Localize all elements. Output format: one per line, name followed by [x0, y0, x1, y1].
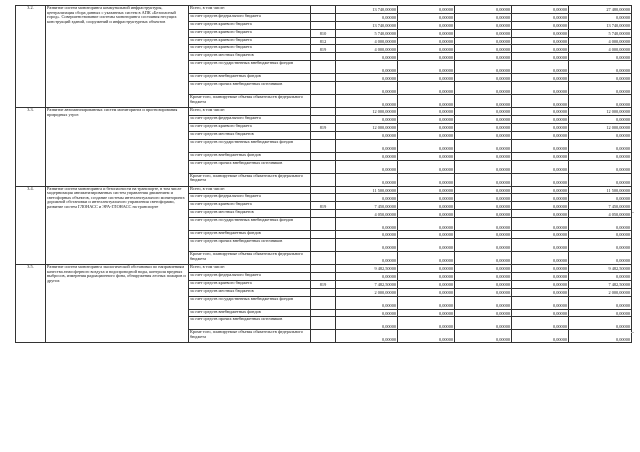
amount-cell: 0,00000: [512, 29, 569, 37]
funding-source: за счет средств краевого бюджета: [189, 29, 311, 37]
amount-cell: 0,00000: [455, 160, 512, 173]
amount-cell: 0,00000: [455, 74, 512, 82]
amount-cell: 0,00000: [398, 37, 455, 45]
amount-cell: 0,00000: [398, 160, 455, 173]
amount-cell: 0,00000: [512, 6, 569, 14]
amount-cell: 0,00000: [336, 95, 398, 108]
total-amount: 7 450,00000: [569, 202, 632, 210]
budget-code: [311, 61, 336, 74]
funding-source: за счет средств краевого бюджета: [189, 21, 311, 29]
amount-cell: 0,00000: [455, 152, 512, 160]
budget-code: [311, 21, 336, 29]
amount-cell: 0,00000: [512, 82, 569, 95]
amount-cell: 0,00000: [336, 131, 398, 139]
amount-cell: 0,00000: [336, 53, 398, 61]
amount-cell: 0,00000: [455, 296, 512, 309]
total-amount: 9 482,50000: [569, 265, 632, 273]
funding-source: за счет средств внебюджетных фондов: [189, 309, 311, 317]
amount-cell: 0,00000: [398, 45, 455, 53]
amount-cell: 0,00000: [512, 330, 569, 343]
amount-cell: 0,00000: [512, 288, 569, 296]
amount-cell: 0,00000: [512, 123, 569, 131]
amount-cell: 0,00000: [398, 108, 455, 116]
funding-source: Кроме того, планируемые объемы обязательств федерального бюджета: [189, 252, 311, 265]
funding-source: за счет средств федерального бюджета: [189, 13, 311, 21]
budget-code: [311, 296, 336, 309]
amount-cell: 0,00000: [512, 218, 569, 231]
funding-source: за счет средств федерального бюджета: [189, 272, 311, 280]
amount-cell: 0,00000: [398, 74, 455, 82]
funding-source: Всего, в том числе:: [189, 265, 311, 273]
amount-cell: 0,00000: [336, 239, 398, 252]
budget-code: 819: [311, 45, 336, 53]
amount-cell: 0,00000: [398, 272, 455, 280]
amount-cell: 0,00000: [512, 272, 569, 280]
amount-cell: 0,00000: [398, 95, 455, 108]
amount-cell: 0,00000: [336, 13, 398, 21]
budget-code: 812: [311, 37, 336, 45]
total-amount: 2 000,00000: [569, 288, 632, 296]
amount-cell: 0,00000: [455, 218, 512, 231]
table-row: [16, 265, 632, 273]
budget-code: 819: [311, 280, 336, 288]
amount-cell: 0,00000: [512, 53, 569, 61]
amount-cell: 0,00000: [398, 61, 455, 74]
amount-cell: 0,00000: [398, 252, 455, 265]
amount-cell: 0,00000: [398, 123, 455, 131]
amount-cell: 0,00000: [512, 280, 569, 288]
amount-cell: 0,00000: [512, 160, 569, 173]
amount-cell: 0,00000: [455, 330, 512, 343]
total-amount: 0,00000: [569, 116, 632, 124]
budget-code: [311, 173, 336, 186]
funding-source: за счет средств краевого бюджета: [189, 45, 311, 53]
total-amount: 13 740,00000: [569, 21, 632, 29]
amount-cell: 0,00000: [398, 131, 455, 139]
total-amount: 11 500,00000: [569, 186, 632, 194]
scan-mark: [631, 332, 634, 333]
amount-cell: 0,00000: [512, 45, 569, 53]
amount-cell: 12 000,00000: [336, 123, 398, 131]
amount-cell: 0,00000: [336, 272, 398, 280]
amount-cell: 0,00000: [455, 53, 512, 61]
amount-cell: 5 740,00000: [336, 29, 398, 37]
funding-source: за счет средств местных бюджетов: [189, 210, 311, 218]
budget-code: [311, 139, 336, 152]
amount-cell: 0,00000: [336, 61, 398, 74]
section-number: 3.5.: [16, 265, 46, 343]
budget-code: [311, 252, 336, 265]
amount-cell: 0,00000: [455, 123, 512, 131]
amount-cell: 0,00000: [512, 152, 569, 160]
amount-cell: 0,00000: [336, 173, 398, 186]
measure-name: Развитие автоматизированных систем мониторинга и прогнозирования природных угроз: [46, 108, 189, 186]
amount-cell: 0,00000: [336, 231, 398, 239]
amount-cell: 0,00000: [455, 239, 512, 252]
amount-cell: 0,00000: [512, 231, 569, 239]
funding-source: за счет средств прочих внебюджетных источников: [189, 317, 311, 330]
amount-cell: 0,00000: [512, 21, 569, 29]
amount-cell: 0,00000: [398, 317, 455, 330]
amount-cell: 0,00000: [512, 210, 569, 218]
budget-code: [311, 152, 336, 160]
funding-source: Всего, в том числе:: [189, 6, 311, 14]
budget-code: 819: [311, 123, 336, 131]
amount-cell: 0,00000: [512, 13, 569, 21]
amount-cell: 0,00000: [455, 288, 512, 296]
funding-source: за счет средств внебюджетных фондов: [189, 152, 311, 160]
amount-cell: 0,00000: [455, 116, 512, 124]
amount-cell: 0,00000: [455, 108, 512, 116]
amount-cell: 0,00000: [512, 95, 569, 108]
table-row: [16, 186, 632, 194]
amount-cell: 0,00000: [512, 74, 569, 82]
budget-code: [311, 74, 336, 82]
amount-cell: 0,00000: [455, 202, 512, 210]
amount-cell: 0,00000: [398, 218, 455, 231]
amount-cell: 0,00000: [512, 265, 569, 273]
section-number: 3.4.: [16, 186, 46, 264]
scan-mark: [632, 212, 634, 213]
total-amount: 12 000,00000: [569, 123, 632, 131]
table-row: [16, 108, 632, 116]
amount-cell: 0,00000: [398, 152, 455, 160]
total-amount: 0,00000: [569, 74, 632, 82]
budget-code: [311, 218, 336, 231]
amount-cell: 0,00000: [398, 280, 455, 288]
budget-code: [311, 131, 336, 139]
budget-code: [311, 13, 336, 21]
amount-cell: 0,00000: [336, 116, 398, 124]
budget-code: [311, 239, 336, 252]
section-number: 3.2.: [16, 6, 46, 108]
total-amount: 0,00000: [569, 131, 632, 139]
amount-cell: 7 482,50000: [336, 280, 398, 288]
amount-cell: 0,00000: [455, 61, 512, 74]
amount-cell: 0,00000: [512, 108, 569, 116]
amount-cell: 0,00000: [398, 82, 455, 95]
amount-cell: 0,00000: [455, 272, 512, 280]
amount-cell: 0,00000: [512, 37, 569, 45]
measure-name: Развитие систем мониторинга коммунальной инфраструктуры, централизация сбора данных с указанных систем в АПК «Безопасный город». Совершенствование системы мониторинга состояния несущих конструкций зданий, сооружений и инфраструктурных объектов: [46, 6, 189, 108]
budget-code: [311, 53, 336, 61]
amount-cell: 0,00000: [398, 296, 455, 309]
amount-cell: 7 450,00000: [336, 202, 398, 210]
amount-cell: 0,00000: [455, 21, 512, 29]
total-amount: 0,00000: [569, 330, 632, 343]
amount-cell: 0,00000: [398, 53, 455, 61]
amount-cell: 0,00000: [336, 330, 398, 343]
total-amount: 0,00000: [569, 61, 632, 74]
amount-cell: 0,00000: [336, 139, 398, 152]
amount-cell: 11 500,00000: [336, 186, 398, 194]
amount-cell: 0,00000: [455, 139, 512, 152]
amount-cell: 0,00000: [455, 309, 512, 317]
funding-table: [15, 5, 632, 343]
amount-cell: 0,00000: [455, 45, 512, 53]
total-amount: 0,00000: [569, 309, 632, 317]
amount-cell: 0,00000: [512, 309, 569, 317]
total-amount: 0,00000: [569, 53, 632, 61]
amount-cell: 0,00000: [455, 210, 512, 218]
total-amount: 0,00000: [569, 152, 632, 160]
amount-cell: 0,00000: [455, 231, 512, 239]
budget-code: [311, 330, 336, 343]
amount-cell: 0,00000: [455, 6, 512, 14]
amount-cell: 2 000,00000: [336, 288, 398, 296]
total-amount: 0,00000: [569, 82, 632, 95]
amount-cell: 0,00000: [398, 194, 455, 202]
total-amount: 0,00000: [569, 272, 632, 280]
amount-cell: 0,00000: [455, 186, 512, 194]
amount-cell: 0,00000: [455, 280, 512, 288]
amount-cell: 0,00000: [398, 265, 455, 273]
amount-cell: 0,00000: [455, 95, 512, 108]
funding-source: за счет средств прочих внебюджетных источников: [189, 239, 311, 252]
measure-name: Развитие систем мониторинга экологической обстановки по направлениям качества атмосферного воздуха и водопроводной воды, контроля вредных выбросов, измерения радиационного фона, обнаружения лесных пожаров и других: [46, 265, 189, 343]
amount-cell: 13 740,00000: [336, 21, 398, 29]
budget-code: [311, 82, 336, 95]
funding-source: за счет средств краевого бюджета: [189, 37, 311, 45]
amount-cell: 0,00000: [455, 194, 512, 202]
funding-source: за счет средств федерального бюджета: [189, 116, 311, 124]
amount-cell: 0,00000: [398, 239, 455, 252]
amount-cell: 0,00000: [336, 309, 398, 317]
amount-cell: 0,00000: [398, 330, 455, 343]
total-amount: 0,00000: [569, 139, 632, 152]
amount-cell: 0,00000: [512, 131, 569, 139]
budget-code: [311, 265, 336, 273]
funding-source: Всего, в том числе:: [189, 186, 311, 194]
budget-code: [311, 309, 336, 317]
total-amount: 0,00000: [569, 231, 632, 239]
total-amount: 0,00000: [569, 13, 632, 21]
amount-cell: 0,00000: [512, 116, 569, 124]
amount-cell: 0,00000: [455, 131, 512, 139]
amount-cell: 0,00000: [455, 173, 512, 186]
amount-cell: 12 000,00000: [336, 108, 398, 116]
amount-cell: 0,00000: [398, 29, 455, 37]
total-amount: 4 000,00000: [569, 45, 632, 53]
total-amount: 0,00000: [569, 160, 632, 173]
funding-source: за счет средств государственных внебюджетных фондов: [189, 139, 311, 152]
funding-source: за счет средств местных бюджетов: [189, 288, 311, 296]
amount-cell: 0,00000: [398, 13, 455, 21]
amount-cell: 0,00000: [336, 160, 398, 173]
table-row: [16, 6, 632, 14]
amount-cell: 0,00000: [336, 252, 398, 265]
budget-code: [311, 194, 336, 202]
amount-cell: 0,00000: [512, 173, 569, 186]
amount-cell: 4 000,00000: [336, 45, 398, 53]
budget-code: [311, 288, 336, 296]
amount-cell: 0,00000: [512, 194, 569, 202]
amount-cell: 0,00000: [398, 202, 455, 210]
funding-source: за счет средств местных бюджетов: [189, 53, 311, 61]
funding-source: Всего, в том числе:: [189, 108, 311, 116]
budget-code: [311, 210, 336, 218]
funding-source: за счет средств краевого бюджета: [189, 202, 311, 210]
funding-source: за счет средств внебюджетных фондов: [189, 74, 311, 82]
amount-cell: 4 050,00000: [336, 210, 398, 218]
total-amount: 0,00000: [569, 252, 632, 265]
amount-cell: 0,00000: [398, 231, 455, 239]
budget-code: [311, 160, 336, 173]
funding-source: за счет средств федерального бюджета: [189, 194, 311, 202]
total-amount: 4 000,00000: [569, 37, 632, 45]
funding-source: за счет средств прочих внебюджетных источников: [189, 82, 311, 95]
budget-code: [311, 317, 336, 330]
amount-cell: 0,00000: [455, 82, 512, 95]
amount-cell: 0,00000: [336, 317, 398, 330]
budget-code: [311, 95, 336, 108]
amount-cell: 0,00000: [398, 116, 455, 124]
amount-cell: 0,00000: [512, 202, 569, 210]
amount-cell: 0,00000: [336, 74, 398, 82]
amount-cell: 0,00000: [336, 218, 398, 231]
funding-source: за счет средств государственных внебюджетных фондов: [189, 296, 311, 309]
funding-source: Кроме того, планируемые объемы обязательств федерального бюджета: [189, 95, 311, 108]
amount-cell: 0,00000: [512, 296, 569, 309]
amount-cell: 0,00000: [336, 152, 398, 160]
total-amount: 0,00000: [569, 194, 632, 202]
amount-cell: 0,00000: [398, 6, 455, 14]
measure-name: Развитие систем мониторинга и безопасности на транспорте, в том числе модернизация автоматизированных систем управления движением и светофорных объектов, создание системы интеллектуального мониторинга дорожной обстановки и интеллектуального управления светофорами, развитие систем ГЛОНАСС и ЭРА-ГЛОНАСС на транспорте: [46, 186, 189, 264]
total-amount: 0,00000: [569, 95, 632, 108]
budget-code: [311, 186, 336, 194]
total-amount: 5 740,00000: [569, 29, 632, 37]
table-body: [16, 6, 632, 343]
amount-cell: 0,00000: [455, 13, 512, 21]
budget-code: 810: [311, 29, 336, 37]
funding-source: Кроме того, планируемые объемы обязательств федерального бюджета: [189, 173, 311, 186]
amount-cell: 0,00000: [336, 296, 398, 309]
total-amount: 0,00000: [569, 239, 632, 252]
total-amount: 0,00000: [569, 296, 632, 309]
amount-cell: 0,00000: [512, 139, 569, 152]
amount-cell: 0,00000: [398, 309, 455, 317]
amount-cell: 0,00000: [512, 186, 569, 194]
amount-cell: 0,00000: [512, 239, 569, 252]
amount-cell: 0,00000: [398, 186, 455, 194]
total-amount: 0,00000: [569, 173, 632, 186]
amount-cell: 0,00000: [512, 61, 569, 74]
amount-cell: 0,00000: [336, 194, 398, 202]
amount-cell: 0,00000: [455, 317, 512, 330]
budget-code: 819: [311, 202, 336, 210]
amount-cell: 0,00000: [398, 210, 455, 218]
amount-cell: 0,00000: [398, 21, 455, 29]
amount-cell: 9 482,50000: [336, 265, 398, 273]
budget-code: [311, 6, 336, 14]
amount-cell: 0,00000: [512, 252, 569, 265]
funding-source: за счет средств государственных внебюджетных фондов: [189, 218, 311, 231]
amount-cell: 13 740,00000: [336, 6, 398, 14]
amount-cell: 0,00000: [455, 29, 512, 37]
total-amount: 12 000,00000: [569, 108, 632, 116]
total-amount: 0,00000: [569, 317, 632, 330]
total-amount: 0,00000: [569, 218, 632, 231]
amount-cell: 4 000,00000: [336, 37, 398, 45]
funding-source: за счет средств краевого бюджета: [189, 280, 311, 288]
total-amount: 4 050,00000: [569, 210, 632, 218]
funding-source: за счет средств местных бюджетов: [189, 131, 311, 139]
funding-source: Кроме того, планируемые объемы обязательств федерального бюджета: [189, 330, 311, 343]
section-number: 3.3.: [16, 108, 46, 186]
budget-code: [311, 108, 336, 116]
amount-cell: 0,00000: [398, 139, 455, 152]
amount-cell: 0,00000: [398, 288, 455, 296]
document-page: [15, 5, 631, 399]
amount-cell: 0,00000: [398, 173, 455, 186]
total-amount: 27 480,00000: [569, 6, 632, 14]
amount-cell: 0,00000: [455, 252, 512, 265]
amount-cell: 0,00000: [336, 82, 398, 95]
total-amount: 7 482,50000: [569, 280, 632, 288]
budget-code: [311, 116, 336, 124]
budget-code: [311, 231, 336, 239]
funding-source: за счет средств прочих внебюджетных источников: [189, 160, 311, 173]
amount-cell: 0,00000: [455, 37, 512, 45]
funding-source: за счет средств внебюджетных фондов: [189, 231, 311, 239]
amount-cell: 0,00000: [455, 265, 512, 273]
amount-cell: 0,00000: [512, 317, 569, 330]
budget-code: [311, 272, 336, 280]
funding-source: за счет средств краевого бюджета: [189, 123, 311, 131]
funding-source: за счет средств государственных внебюджетных фондов: [189, 61, 311, 74]
